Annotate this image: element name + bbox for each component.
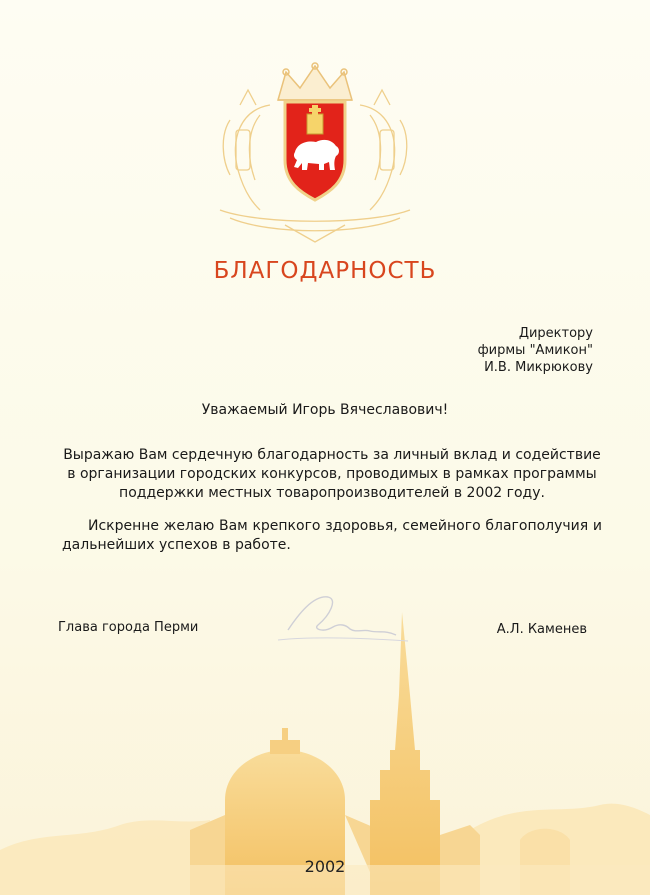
year-label: 2002 bbox=[304, 857, 346, 876]
signatory-position: Глава города Перми bbox=[58, 620, 199, 635]
certificate-title: БЛАГОДАРНОСТЬ bbox=[213, 258, 437, 284]
book-icon bbox=[307, 114, 323, 134]
handwritten-signature bbox=[268, 585, 418, 655]
perm-coat-of-arms-emblem bbox=[200, 60, 430, 245]
addressee-company: фирмы "Амикон" bbox=[477, 343, 593, 358]
greeting: Уважаемый Игорь Вячеславович! bbox=[201, 402, 449, 418]
addressee-position: Директору bbox=[518, 326, 593, 341]
signatory-name: А.Л. Каменев bbox=[496, 622, 587, 637]
letter-body bbox=[62, 446, 602, 555]
addressee-name: И.В. Микрюкову bbox=[484, 360, 593, 375]
crown-icon bbox=[278, 63, 352, 100]
paragraph-wishes: Искренне желаю Вам крепкого здоровья, семейного благополучия и дальнейших успехов в работе. bbox=[62, 518, 602, 553]
addressee-block bbox=[478, 325, 593, 376]
paragraph-gratitude: Выражаю Вам сердечную благодарность за личный вклад и содействие в организации городских конкурсов, проводимых в рамках программы поддержки местных товаропроизводителей в 2002 году. bbox=[63, 447, 601, 501]
